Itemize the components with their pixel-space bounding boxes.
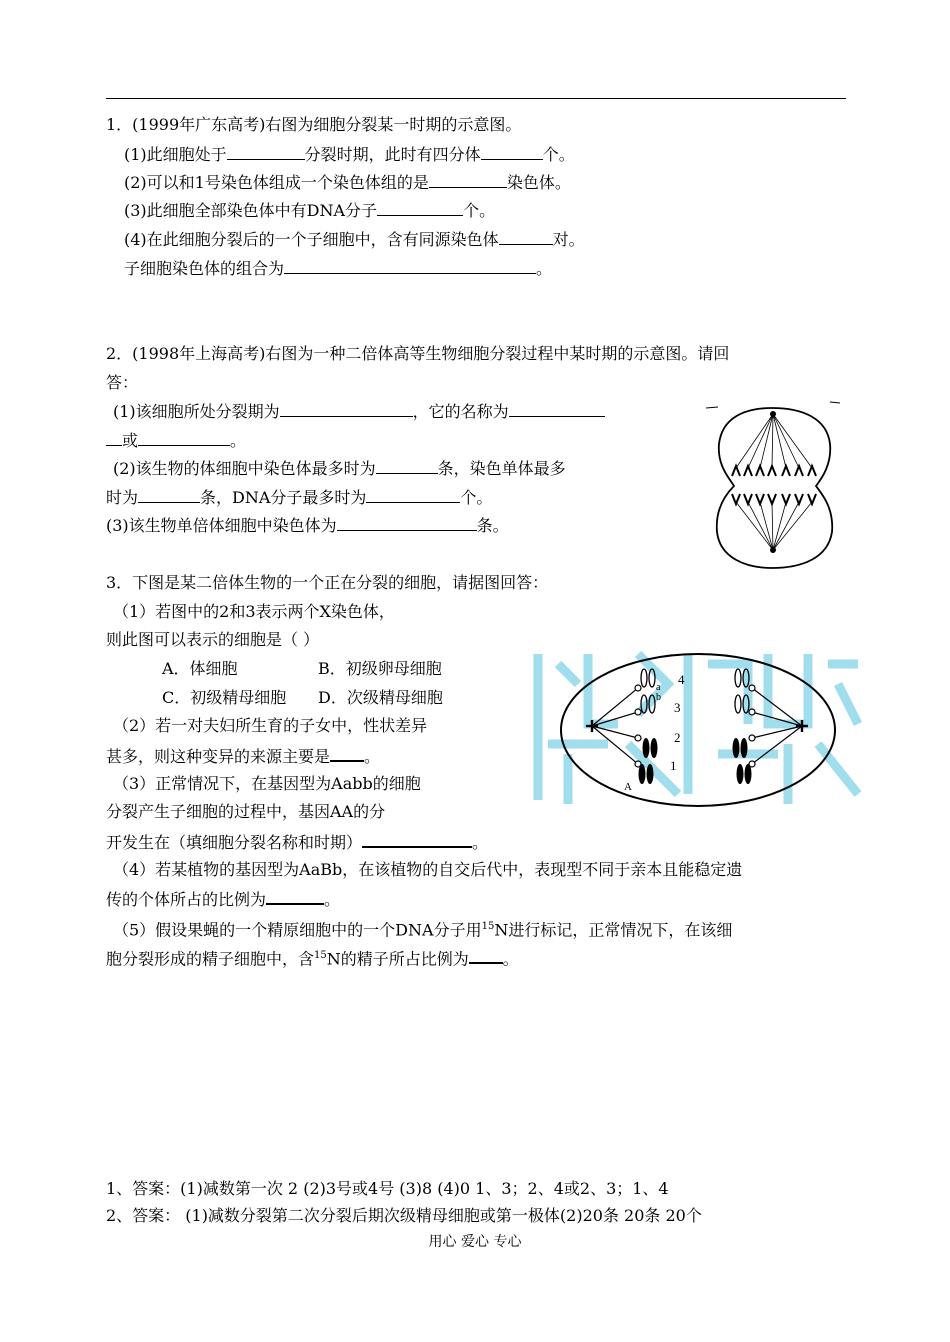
q1-line-4: (4)在此细胞分裂后的一个子细胞中，含有同源染色体 对。	[124, 230, 585, 249]
q3-p3-line-1: （3）正常情况下，在基因型为Aabb的细胞	[113, 774, 421, 793]
q3-option-b[interactable]: B．初级卵母细胞	[318, 659, 442, 678]
cell-membrane	[561, 654, 835, 806]
spindle-fibers-top	[736, 414, 812, 468]
q3-p4-line-1: （4）若某植物的基因型为AaBb，在该植物的自交后代中，表现型不同于亲本且能稳定遗	[113, 860, 743, 879]
q2-blank-1[interactable]	[280, 401, 413, 417]
chromosomes-top	[732, 466, 816, 476]
q3-p1-line-1: （1）若图中的2和3表示两个X染色体，	[113, 602, 395, 621]
q2-blank-7[interactable]	[366, 487, 460, 503]
q1-blank-6[interactable]	[284, 258, 536, 274]
label-4: 4	[678, 672, 685, 687]
q3-p2-line-2: 甚多，则这种变异的来源主要是 。	[106, 747, 381, 766]
q3-blank-4[interactable]	[469, 947, 503, 964]
q3-option-c[interactable]: C．初级精母细胞	[162, 688, 287, 707]
q2-title-2: 答：	[106, 373, 139, 392]
header-rule	[106, 98, 846, 99]
chromosomes-bottom	[732, 494, 816, 504]
q3-blank-1[interactable]	[330, 745, 364, 762]
q3-blank-2[interactable]	[362, 831, 472, 848]
q1-line-2: (2)可以和1号染色体组成一个染色体组的是 染色体。	[124, 173, 571, 192]
q2-line-5: (3)该生物单倍体细胞中染色体为 条。	[106, 516, 509, 535]
label-3: 3	[674, 700, 681, 715]
q3-p5-line-2: 胞分裂形成的精子细胞中，含$^{15}$N的精子所占比例为 。	[106, 949, 519, 969]
q2-title-1: 2．(1998年上海高考)右图为一种二倍体高等生物细胞分裂过程中某时期的示意图。请回	[106, 344, 730, 363]
q2-blank-5[interactable]	[376, 458, 438, 474]
gene-label-b: b	[656, 692, 661, 703]
q2-line-3: (2)该生物的体细胞中染色体最多时为 条，染色单体最多	[113, 459, 566, 478]
answer-1: 1、答案：(1)减数第一次 2 (2)3号或4号 (3)8 (4)0 1、3；2、4或2、3；1、4	[106, 1179, 669, 1198]
q1-blank-5[interactable]	[499, 229, 553, 245]
q1-title: 1．(1999年广东高考)右图为细胞分裂某一时期的示意图。	[106, 115, 522, 134]
q3-p2-line-1: （2）若一对夫妇所生育的子女中，性状差异	[113, 716, 428, 735]
page-footer: 用心 爱心 专心	[428, 1234, 522, 1250]
q3-title: 3．下图是某二倍体生物的一个正在分裂的细胞，请据图回答：	[106, 573, 549, 592]
q1-blank-2[interactable]	[481, 144, 543, 160]
q2-line-4: 时为 条，DNA分子最多时为 个。	[106, 488, 493, 507]
q2-blank-8[interactable]	[337, 515, 477, 531]
q2-line-1: (1)该细胞所处分裂期为 ，它的名称为	[113, 401, 605, 422]
q3-p3-line-3: 开发生在（填细胞分裂名称和时期） 。	[106, 833, 489, 852]
q2-blank-3[interactable]	[106, 430, 122, 446]
gene-label-a: a	[656, 682, 661, 693]
q2-line-2: 或 。	[106, 430, 246, 451]
answer-2: 2、答案： (1)减数分裂第二次分裂后期次级精母细胞或第一极体(2)20条 20条 20个	[106, 1206, 702, 1225]
q1-blank-3[interactable]	[429, 172, 507, 188]
q2-blank-4[interactable]	[138, 430, 230, 446]
q3-p4-line-2: 传的个体所占的比例为 。	[106, 890, 341, 909]
q3-p3-line-2: 分裂产生子细胞的过程中，基因AA的分	[106, 802, 386, 821]
spindle-right	[752, 688, 802, 764]
spindle-fibers-bottom	[736, 502, 812, 550]
q2-blank-6[interactable]	[138, 487, 200, 503]
gene-label-A: A	[624, 781, 632, 793]
chromosomes-filled	[639, 738, 752, 784]
label-2: 2	[674, 730, 681, 745]
q3-option-a[interactable]: A．体细胞	[162, 659, 238, 678]
q3-p5-line-1: （5）假设果蝇的一个精原细胞中的一个DNA分子用$^{15}$N进行标记，正常情况下，在该细	[113, 920, 733, 940]
centrioles	[586, 720, 808, 732]
q1-blank-1[interactable]	[227, 144, 305, 160]
q3-option-d[interactable]: D．次级精母细胞	[318, 688, 443, 707]
q1-line-1: (1)此细胞处于 分裂时期，此时有四分体 个。	[124, 145, 575, 164]
q2-cell-anaphase-figure	[706, 400, 846, 575]
spindle-left	[592, 688, 638, 764]
q1-blank-4[interactable]	[377, 200, 463, 216]
q1-line-3: (3)此细胞全部染色体中有DNA分子 个。	[124, 201, 496, 220]
q3-blank-3[interactable]	[266, 888, 324, 905]
q2-blank-2[interactable]	[509, 401, 605, 417]
q1-line-5: 子细胞染色体的组合为 。	[124, 259, 553, 278]
q3-p1-line-2: 则此图可以表示的细胞是（ ）	[106, 630, 320, 649]
label-1: 1	[670, 758, 677, 773]
q3-cell-figure	[556, 650, 840, 810]
